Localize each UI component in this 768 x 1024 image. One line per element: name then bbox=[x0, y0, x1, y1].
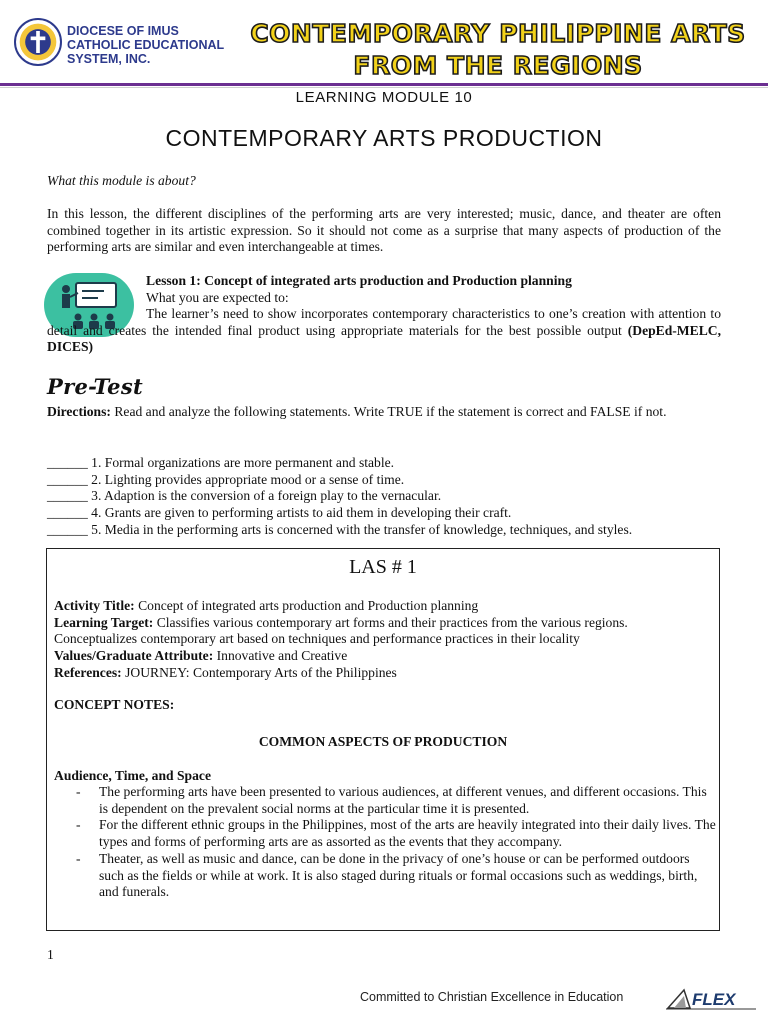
directions-label: Directions: bbox=[47, 404, 111, 419]
references-label: References: bbox=[54, 664, 122, 680]
pretest-item: ______ 2. Lighting provides appropriate mood or a sense of time. bbox=[47, 471, 405, 487]
banner-line-1: CONTEMPORARY PHILIPPINE ARTS bbox=[250, 19, 746, 48]
audience-time-space-heading: Audience, Time, and Space bbox=[54, 768, 211, 783]
list-item-text: Theater, as well as music and dance, can be done in the privacy of one’s house or can be performed outdoors such as the fields or while at work. It is also staged during rituals or formal occasions such as weddings, birth, and funerals. bbox=[99, 850, 698, 900]
bullet-dash: - bbox=[76, 850, 81, 866]
pretest-item: ______ 4. Grants are given to performing artists to aid them in developing their craft. bbox=[47, 505, 512, 521]
values-value: Innovative and Creative bbox=[216, 648, 348, 664]
organization-name bbox=[67, 24, 237, 66]
header-divider-thin bbox=[0, 87, 768, 88]
page-title: CONTEMPORARY ARTS PRODUCTION bbox=[165, 125, 603, 151]
activity-label: Activity Title: bbox=[54, 598, 135, 613]
learning-target-line bbox=[54, 615, 716, 632]
banner-line-2: FROM THE REGIONS bbox=[353, 51, 643, 80]
values-label: Values/Graduate Attribute: bbox=[54, 648, 214, 664]
target-label: Learning Target: bbox=[54, 614, 154, 630]
learning-target-line-2: Conceptualizes contemporary art based on techniques and performance practices in their locality bbox=[54, 631, 580, 647]
references-line bbox=[54, 665, 716, 682]
directions-text: Read and analyze the following statements. Write TRUE if the statement is correct and FALSE if not. bbox=[114, 404, 667, 419]
header-divider bbox=[0, 83, 768, 86]
flex-logo bbox=[664, 984, 760, 1012]
learner-objective-text: The learner’s need to show incorporates contemporary characteristics to one’s creation with attention to detail and creates the intended final product using appropriate materials for the best possible output bbox=[47, 306, 721, 338]
concept-notes-heading: CONCEPT NOTES: bbox=[54, 697, 175, 712]
module-number: LEARNING MODULE 10 bbox=[295, 89, 473, 106]
about-heading: What this module is about? bbox=[47, 173, 196, 188]
common-aspects-heading: COMMON ASPECTS OF PRODUCTION bbox=[258, 734, 508, 749]
diocese-seal-logo bbox=[14, 18, 62, 66]
learner-objective bbox=[47, 306, 721, 356]
pretest-directions bbox=[47, 404, 721, 421]
page-number: 1 bbox=[47, 947, 54, 962]
org-line-3: SYSTEM, INC. bbox=[67, 52, 151, 66]
list-item-text: For the different ethnic groups in the Philippines, most of the arts are heavily integrated into their daily lives. The types and forms of performing arts are as assorted as the events that they accompany. bbox=[99, 817, 716, 850]
bullet-dash: - bbox=[76, 817, 81, 833]
expected-heading: What you are expected to: bbox=[146, 290, 289, 305]
org-line-2: CATHOLIC EDUCATIONAL bbox=[67, 38, 225, 52]
org-line-1: DIOCESE OF IMUS bbox=[67, 24, 179, 38]
lesson-title: Lesson 1: Concept of integrated arts production and Production planning bbox=[146, 273, 572, 288]
activity-value: Concept of integrated arts production and Production planning bbox=[138, 598, 479, 613]
list-item bbox=[54, 784, 716, 817]
subject-banner bbox=[236, 18, 760, 82]
target-value: Classifies various contemporary art forms and their practices from the various regions. bbox=[156, 614, 628, 630]
pretest-heading: Pre-Test bbox=[47, 374, 143, 399]
references-value: JOURNEY: Contemporary Arts of the Philippines bbox=[125, 664, 397, 680]
learner-objective-source: (DepEd-MELC, DICES) bbox=[47, 322, 721, 355]
pretest-item: ______ 5. Media in the performing arts is concerned with the transfer of knowledge, techniques, and styles. bbox=[47, 521, 633, 537]
footer-motto: Committed to Christian Excellence in Education bbox=[360, 990, 624, 1004]
las-title: LAS # 1 bbox=[349, 556, 417, 578]
values-line bbox=[54, 648, 716, 665]
list-item bbox=[54, 817, 716, 850]
las-info bbox=[54, 598, 716, 682]
list-item-text: The performing arts have been presented to various audiences, at different venues, and different occasions. This is dependent on the prevalent social norms at the particular time it is presented. bbox=[99, 784, 707, 816]
pretest-item: ______ 3. Adaption is the conversion of a foreign play to the vernacular. bbox=[47, 488, 442, 504]
pretest-item: ______ 1. Formal organizations are more permanent and stable. bbox=[47, 455, 395, 470]
bullet-list bbox=[54, 784, 716, 901]
intro-paragraph: In this lesson, the different disciplines of the performing arts are very interested; music, dance, and theater are often combined together in its artistic expression. So it should not come as a surprise that many aspects of production of the performing arts are similar and even interchangeable at times. bbox=[47, 206, 721, 255]
bullet-dash: - bbox=[76, 784, 81, 799]
flex-logo-text: FLEX bbox=[692, 990, 736, 1009]
activity-title-line bbox=[54, 598, 716, 615]
list-item bbox=[54, 851, 716, 901]
pretest-items bbox=[47, 455, 727, 539]
